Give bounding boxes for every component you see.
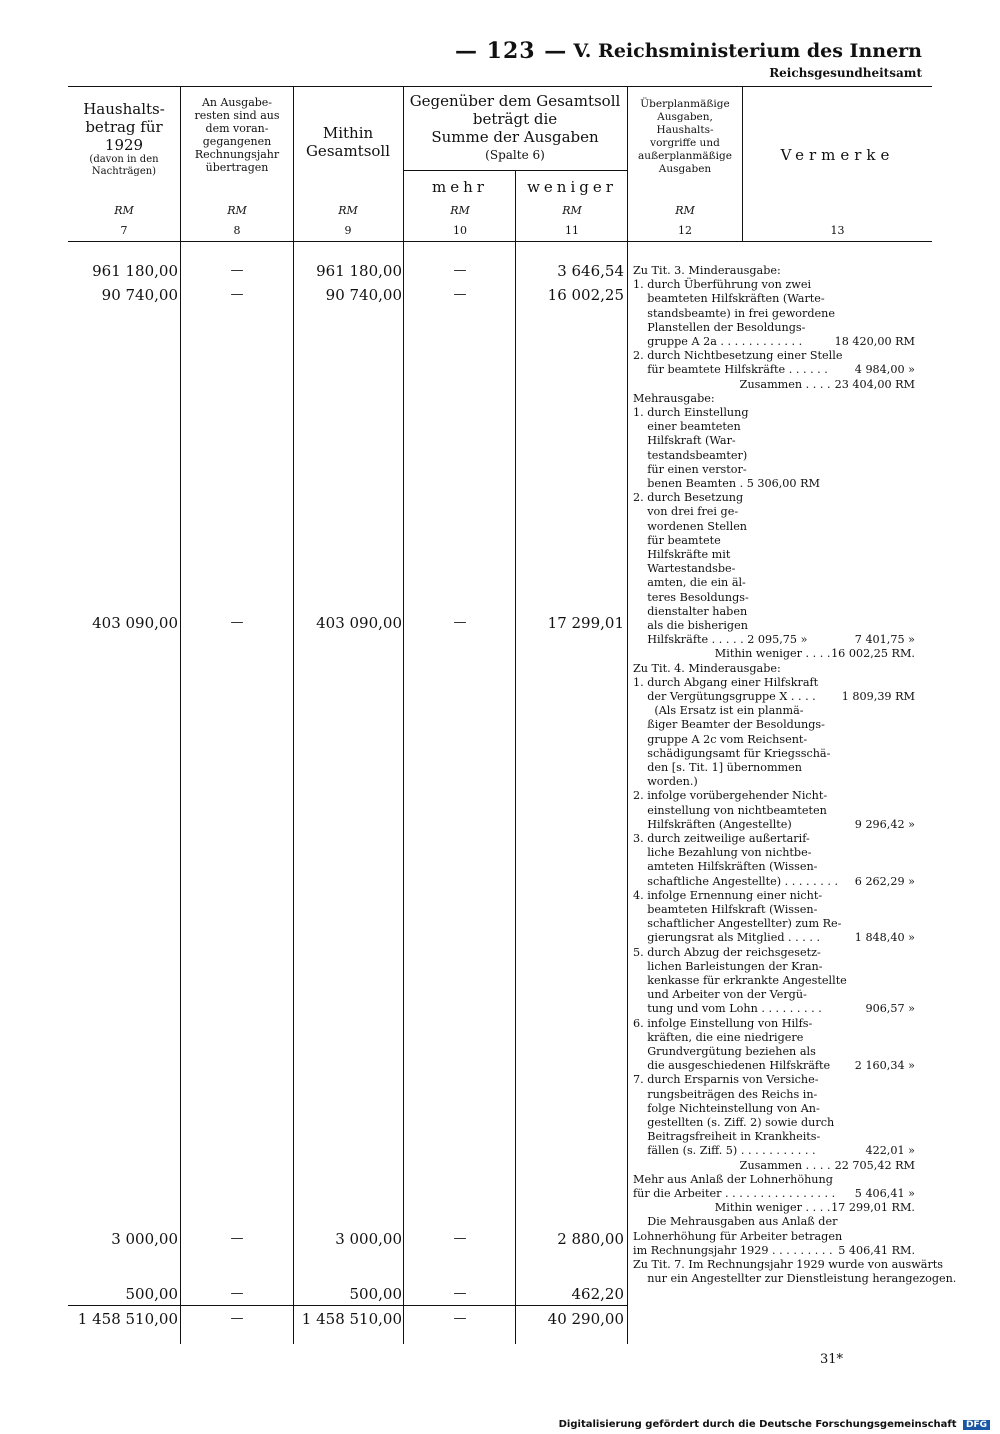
- row4-col7: 3 000,00: [111, 1230, 178, 1248]
- remark-text: wordenen Stellen: [633, 519, 748, 533]
- remark-line: [633, 264, 933, 278]
- remark-line: [633, 449, 933, 463]
- remark-text: testandsbeamter): [633, 448, 748, 462]
- remark-line: [633, 1059, 933, 1073]
- dfg-logo: DFG: [963, 1420, 990, 1430]
- colnum-10: 10: [453, 224, 467, 237]
- row3-col8: —: [230, 615, 244, 630]
- remark-line: [633, 363, 933, 377]
- remark-text: für beamtete Hilfskräfte . . . . . .: [633, 363, 828, 377]
- col-divider-11-12: [627, 86, 628, 1344]
- page-title: V. Reichsministerium des Innern: [573, 40, 922, 62]
- total-col10: —: [453, 1311, 467, 1326]
- remark-line: [633, 619, 933, 633]
- remark-line: [633, 718, 933, 732]
- remark-line: [633, 931, 933, 945]
- remark-text: von drei frei ge-: [633, 505, 739, 519]
- remark-text: Mehrausgabe:: [633, 391, 715, 405]
- remark-text: Die Mehrausgaben aus Anlaß der: [633, 1215, 838, 1229]
- row2-col8: —: [230, 287, 244, 302]
- remark-line: [633, 477, 933, 491]
- remark-text: folge Nichteinstellung von An-: [633, 1101, 820, 1115]
- remark-text: lichen Barleistungen der Kran-: [633, 959, 823, 973]
- remark-line: [633, 690, 933, 704]
- remark-value: 2 160,34 »: [854, 1059, 915, 1073]
- remark-line: [633, 278, 933, 292]
- remark-text: die ausgeschiedenen Hilfskräfte: [633, 1059, 831, 1073]
- remark-text: (Als Ersatz ist ein planmä-: [633, 704, 804, 718]
- remark-text: Grundvergütung beziehen als: [633, 1045, 816, 1058]
- remark-text: Zusammen . . . .: [633, 377, 831, 391]
- remark-text: Zu Tit. 7. Im Rechnungsjahr 1929 wurde von auswärts: [633, 1258, 944, 1271]
- row1-col9: 961 180,00: [316, 262, 402, 280]
- remark-line: [633, 392, 933, 406]
- remark-text: fällen (s. Ziff. 5) . . . . . . . . . . .: [633, 1144, 816, 1158]
- colnum-11: 11: [565, 224, 579, 237]
- colnum-8: 8: [233, 224, 241, 237]
- remark-text: 1. durch Abgang einer Hilfskraft: [633, 675, 819, 689]
- remark-line: [633, 704, 933, 718]
- remark-line: [633, 307, 933, 321]
- row1-col8: —: [230, 263, 244, 278]
- remark-value: 4 984,00 »: [854, 363, 915, 377]
- colnum-12: 12: [678, 224, 692, 237]
- row2-col11: 16 002,25: [547, 286, 624, 304]
- remark-line: [633, 591, 933, 605]
- remark-line: [633, 1088, 933, 1102]
- remark-text: Lohnerhöhung für Arbeiter betragen: [633, 1229, 843, 1243]
- remark-line: [633, 321, 933, 335]
- remark-text: Zusammen . . . .: [633, 1158, 831, 1172]
- remark-line: [633, 960, 933, 974]
- remark-text: schädigungsamt für Kriegsschä-: [633, 746, 831, 760]
- remark-line: [633, 420, 933, 434]
- remark-line: [633, 889, 933, 903]
- col-divider-12-13: [742, 86, 743, 242]
- row4-col8: —: [230, 1231, 244, 1246]
- col10-11-group-header: Gegenüber dem Gesamtsoll beträgt die Summe der Ausgaben (Spalte 6): [409, 92, 621, 162]
- row4-col10: —: [453, 1231, 467, 1246]
- row5-col11: 462,20: [571, 1285, 624, 1303]
- remark-text: Zu Tit. 3. Minderausgabe:: [633, 264, 781, 277]
- row5-col8: —: [230, 1286, 244, 1301]
- remark-line: [633, 647, 933, 661]
- total-rule: [68, 1305, 628, 1306]
- remark-line: [633, 775, 933, 789]
- remark-text: nur ein Angestellter zur Dienstleistung herangezogen.: [633, 1272, 957, 1286]
- remark-text: kräften, die eine niedrigere: [633, 1030, 804, 1044]
- remark-text: Hilfskräfte mit: [633, 548, 731, 561]
- unit-col9: RM: [338, 204, 358, 217]
- remark-line: [633, 1258, 944, 1272]
- remark-line: [633, 860, 933, 874]
- remark-line: [633, 917, 933, 931]
- remark-line: [633, 1102, 933, 1116]
- remark-line: [633, 1159, 933, 1173]
- remark-line: [633, 1073, 933, 1087]
- row2-col7: 90 740,00: [101, 286, 178, 304]
- remark-text: gruppe A 2c vom Reichsent-: [633, 732, 808, 746]
- remark-line: [633, 1017, 933, 1031]
- remark-line: [633, 378, 933, 392]
- remark-line: [633, 747, 933, 761]
- remark-line: [633, 789, 933, 803]
- remark-value: 16 002,25 RM.: [831, 647, 915, 661]
- remark-line: [633, 974, 933, 988]
- remark-line: [633, 761, 933, 775]
- remark-text: im Rechnungsjahr 1929 . . . . . . . . .: [633, 1243, 833, 1257]
- remark-text: 6. infolge Einstellung von Hilfs-: [633, 1016, 813, 1030]
- remark-line: [633, 875, 933, 889]
- colnum-9: 9: [344, 224, 352, 237]
- remark-text: der Vergütungsgruppe X . . . .: [633, 690, 816, 703]
- remark-text: Mithin weniger . . . .: [633, 647, 831, 661]
- remark-line: [633, 818, 933, 832]
- remark-line: [633, 988, 933, 1002]
- remark-text: Hilfskraft (War-: [633, 434, 736, 448]
- remark-text: gestellten (s. Ziff. 2) sowie durch: [633, 1116, 835, 1129]
- remark-line: [633, 1187, 933, 1201]
- remark-line: [633, 434, 933, 448]
- remark-text: einstellung von nichtbeamteten: [633, 803, 827, 817]
- remark-text: für beamtete: [633, 533, 721, 547]
- remark-text: 3. durch zeitweilige außertarif-: [633, 832, 810, 845]
- remark-text: 4. infolge Ernennung einer nicht-: [633, 888, 823, 902]
- unit-col7: RM: [114, 204, 134, 217]
- remark-value: 422,01 »: [865, 1144, 915, 1158]
- remark-line: [633, 349, 933, 363]
- remark-text: schaftlicher Angestellter) zum Re-: [633, 917, 842, 931]
- remark-text: amten, die ein äl-: [633, 576, 746, 590]
- remark-text: beamteten Hilfskraft (Wissen-: [633, 903, 818, 916]
- remark-line: [633, 1173, 933, 1187]
- row5-col9: 500,00: [349, 1285, 402, 1303]
- remark-line: [633, 576, 933, 590]
- row4-col11: 2 880,00: [557, 1230, 624, 1248]
- remark-text: teres Besoldungs-: [633, 590, 749, 604]
- remark-text: und Arbeiter von der Vergü-: [633, 988, 807, 1002]
- remark-text: gierungsrat als Mitglied . . . . .: [633, 931, 821, 945]
- remark-line: [633, 335, 933, 349]
- remark-value: 18 420,00 RM: [834, 335, 915, 348]
- remark-line: [633, 946, 933, 960]
- row3-col7: 403 090,00: [92, 614, 178, 632]
- remark-text: liche Bezahlung von nichtbe-: [633, 846, 812, 860]
- remark-text: amteten Hilfskräften (Wissen-: [633, 860, 818, 874]
- remark-text: benen Beamten . 5 306,00 RM: [633, 477, 820, 490]
- remark-line: [633, 292, 933, 306]
- remark-value: 1 848,40 »: [854, 931, 915, 945]
- remark-text: als die bisherigen: [633, 619, 748, 632]
- remark-line: [633, 1130, 933, 1144]
- remark-line: [633, 1230, 933, 1244]
- footer-credit: [559, 1419, 990, 1430]
- remark-line: [633, 1144, 933, 1158]
- unit-col10: RM: [450, 204, 470, 217]
- remark-line: [633, 562, 933, 576]
- remark-line: [633, 846, 933, 860]
- colnum-7: 7: [120, 224, 128, 237]
- row2-col10: —: [453, 287, 467, 302]
- remark-line: [633, 505, 933, 519]
- remark-value: 7 401,75 »: [854, 633, 915, 647]
- remark-line: [633, 1031, 933, 1045]
- remark-text: einer beamteten: [633, 420, 741, 434]
- remark-text: Hilfskräfte . . . . . 2 095,75 »: [633, 633, 808, 647]
- remark-line: [633, 1272, 957, 1286]
- header-bottom-rule: [68, 241, 932, 242]
- remark-text: den [s. Tit. 1] übernommen: [633, 761, 802, 774]
- remark-value: 23 404,00 RM: [834, 377, 915, 391]
- colnum-13: 13: [830, 224, 845, 237]
- col12-header: Überplanmäßige Ausgaben, Haushalts- vorgriffe und außerplanmäßige Ausgaben: [638, 98, 732, 175]
- remark-line: [633, 1215, 933, 1229]
- remark-text: 5. durch Abzug der reichsgesetz-: [633, 945, 821, 959]
- row3-col11: 17 299,01: [547, 614, 624, 632]
- row1-col11: 3 646,54: [557, 262, 624, 280]
- remark-line: [633, 832, 933, 846]
- page-marker: 31*: [820, 1352, 844, 1367]
- row2-col9: 90 740,00: [325, 286, 402, 304]
- col10-header: mehr: [432, 178, 488, 196]
- row3-col9: 403 090,00: [316, 614, 402, 632]
- remark-line: [633, 463, 933, 477]
- remark-text: worden.): [633, 775, 698, 789]
- remark-line: [633, 1045, 933, 1059]
- row3-col10: —: [453, 615, 467, 630]
- remark-line: [633, 548, 933, 562]
- remark-line: [633, 1201, 933, 1215]
- remark-text: Beitragsfreiheit in Krankheits-: [633, 1130, 821, 1144]
- remark-value: 9 296,42 »: [854, 817, 915, 831]
- remark-value: 17 299,01 RM.: [831, 1201, 915, 1215]
- row4-col9: 3 000,00: [335, 1230, 402, 1248]
- footer-text: Digitalisierung gefördert durch die Deutsche Forschungsgemeinschaft: [558, 1419, 957, 1430]
- col-divider-8-9: [293, 86, 294, 1344]
- total-col11: 40 290,00: [547, 1310, 624, 1328]
- remark-line: [633, 491, 933, 505]
- remark-text: beamteten Hilfskräften (Warte-: [633, 292, 825, 306]
- remark-value: 1 809,39 RM: [841, 690, 915, 703]
- remark-text: Wartestandsbe-: [633, 562, 736, 576]
- remark-text: 2. infolge vorübergehender Nicht-: [633, 789, 828, 803]
- remark-line: [633, 1116, 933, 1130]
- remark-text: Planstellen der Besoldungs-: [633, 320, 806, 334]
- remark-text: Zu Tit. 4. Minderausgabe:: [633, 661, 781, 675]
- remark-value: 22 705,42 RM: [834, 1158, 915, 1172]
- remark-line: [633, 520, 933, 534]
- table-top-rule: [68, 86, 932, 87]
- remark-value: 5 406,41 RM.: [838, 1243, 915, 1257]
- remark-text: ßiger Beamter der Besoldungs-: [633, 718, 825, 732]
- remark-text: schaftliche Angestellte) . . . . . . . .: [633, 874, 839, 888]
- col11-header: weniger: [527, 178, 617, 196]
- remark-line: [633, 804, 933, 818]
- remark-value: 906,57 »: [865, 1002, 915, 1016]
- remark-line: [633, 534, 933, 548]
- remark-text: Mithin weniger . . . .: [633, 1201, 831, 1215]
- col7-header: Haushalts- betrag für 1929 (davon in den Nachträgen): [83, 100, 165, 177]
- unit-col12: RM: [675, 204, 695, 217]
- remark-line: [633, 1002, 933, 1016]
- row5-col7: 500,00: [125, 1285, 178, 1303]
- remark-line: [633, 605, 933, 619]
- col-divider-7-8: [180, 86, 181, 1344]
- col-divider-9-10: [403, 86, 404, 1344]
- remark-line: [633, 662, 933, 676]
- unit-col8: RM: [227, 204, 247, 217]
- row1-col10: —: [453, 263, 467, 278]
- remark-text: 7. durch Ersparnis von Versiche-: [633, 1073, 819, 1087]
- page-number: — 123 —: [455, 38, 568, 64]
- total-col9: 1 458 510,00: [301, 1310, 402, 1328]
- col-divider-10-11: [515, 170, 516, 1344]
- total-col8: —: [230, 1311, 244, 1326]
- remark-text: kenkasse für erkrankte Angestellte: [633, 974, 847, 987]
- remark-text: 1. durch Einstellung: [633, 406, 749, 419]
- remark-value: 6 262,29 »: [854, 874, 915, 888]
- col8-header: An Ausgabe- resten sind aus dem voran- gegangenen Rechnungsjahr übertragen: [194, 96, 280, 174]
- remark-text: 2. durch Nichtbesetzung einer Stelle: [633, 349, 843, 363]
- remark-line: [633, 406, 933, 420]
- remark-value: 5 406,41 »: [854, 1187, 915, 1200]
- row5-col10: —: [453, 1286, 467, 1301]
- remark-text: standsbeamte) in frei gewordene: [633, 306, 835, 320]
- unit-col11: RM: [562, 204, 582, 217]
- remark-text: für einen verstor-: [633, 462, 747, 476]
- remark-text: 2. durch Besetzung: [633, 491, 744, 505]
- remark-line: [633, 1244, 933, 1258]
- remark-text: für die Arbeiter . . . . . . . . . . . . . . . .: [633, 1187, 836, 1200]
- remark-text: rungsbeiträgen des Reichs in-: [633, 1087, 818, 1101]
- remark-text: gruppe A 2a . . . . . . . . . . . .: [633, 335, 803, 348]
- total-col7: 1 458 510,00: [77, 1310, 178, 1328]
- remark-text: Hilfskräften (Angestellte): [633, 817, 792, 831]
- remark-text: tung und vom Lohn . . . . . . . . .: [633, 1002, 822, 1016]
- remark-line: [633, 676, 933, 690]
- page-subtitle: Reichsgesundheitsamt: [769, 66, 922, 80]
- row1-col7: 961 180,00: [92, 262, 178, 280]
- remark-text: dienstalter haben: [633, 604, 748, 618]
- remark-line: [633, 633, 933, 647]
- remark-text: 1. durch Überführung von zwei: [633, 278, 812, 292]
- remark-line: [633, 733, 933, 747]
- col13-header: Vermerke: [780, 146, 895, 164]
- remark-text: Mehr aus Anlaß der Lohnerhöhung: [633, 1172, 833, 1186]
- col9-header: Mithin Gesamtsoll: [305, 124, 391, 160]
- remark-line: [633, 903, 933, 917]
